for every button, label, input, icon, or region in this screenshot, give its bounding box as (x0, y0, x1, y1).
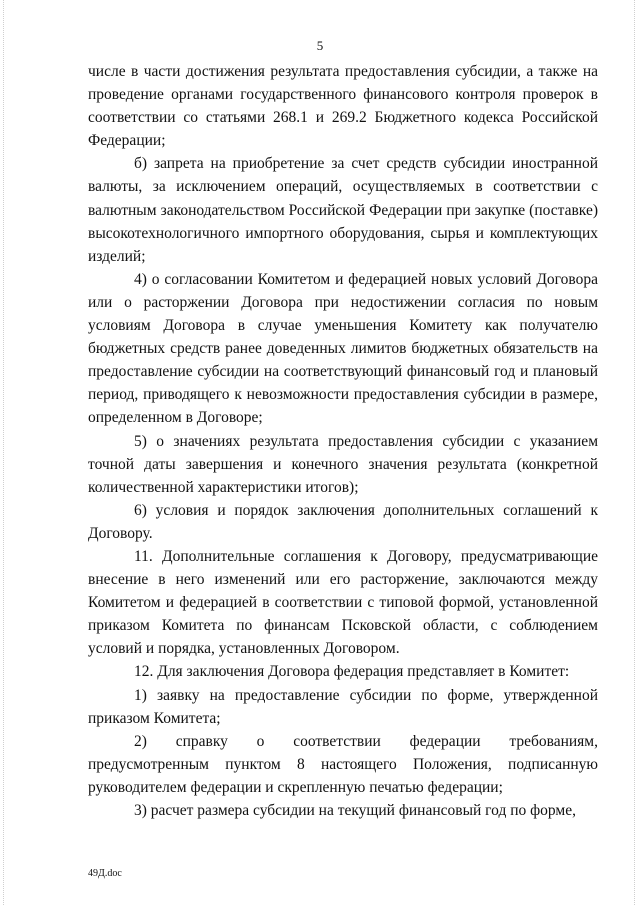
paragraph: 1) заявку на предоставление субсидии по форме, утвержденной приказом Комитета; (88, 686, 598, 727)
page-number: 5 (316, 38, 324, 53)
paragraph: 4) о согласовании Комитетом и федерацией новых условий Договора или о расторжении Договора при недостижении согласия по новым условиям Договора в случае уменьшения Комитету как получателю бюджетных средств ранее доведенных лимитов бюджетных обязательств на предоставление субсидии на соответствующий финансовый год и плановый период, приводящего к невозможности предоставления субсидии в размере, определенном в Договоре; (88, 270, 598, 427)
scan-edge-right (634, 0, 635, 905)
paragraph: 5) о значениях результата предоставления субсидии с указанием точной даты завершения и конечного значения результата (конкретной количественной характеристики итогов); (88, 432, 598, 496)
paragraph: б) запрета на приобретение за счет средств субсидии иностранной валюты, за исключением операций, осуществляемых в соответствии с валютным законодательством Российской Федерации при закупке (поставке) высокотехнологичного импортного оборудования, сырья и комплектующих изделий; (88, 155, 598, 265)
scan-edge-left (3, 0, 4, 905)
footer-filename: 49Д.doc (88, 868, 122, 879)
body-text (88, 60, 598, 822)
paragraph: числе в части достижения результата предоставления субсидии, а также на проведение органами государственного финансового контроля проверок в соответствии со статьями 268.1 и 269.2 Бюджетного кодекса Российской Федерации; (88, 63, 598, 150)
paragraph: 2) справку о соответствии федерации требованиям, предусмотренным пунктом 8 настоящего Положения, подписанную руководителем федерации и скрепленную печатью федерации; (88, 732, 598, 796)
paragraph: 12. Для заключения Договора федерация представляет в Комитет: (134, 663, 570, 681)
paragraph: 11. Дополнительные соглашения к Договору, предусматривающие внесение в него изменений или его расторжение, заключаются между Комитетом и федерацией в соответствии с типовой формой, установленной приказом Комитета по финансам Псковской области, с соблюдением условий и порядка, установленных Договором. (88, 547, 598, 658)
paragraph: 3) расчет размера субсидии на текущий финансовый год по форме, (134, 802, 576, 819)
paragraph: 6) условия и порядок заключения дополнительных соглашений к Договору. (88, 501, 598, 542)
